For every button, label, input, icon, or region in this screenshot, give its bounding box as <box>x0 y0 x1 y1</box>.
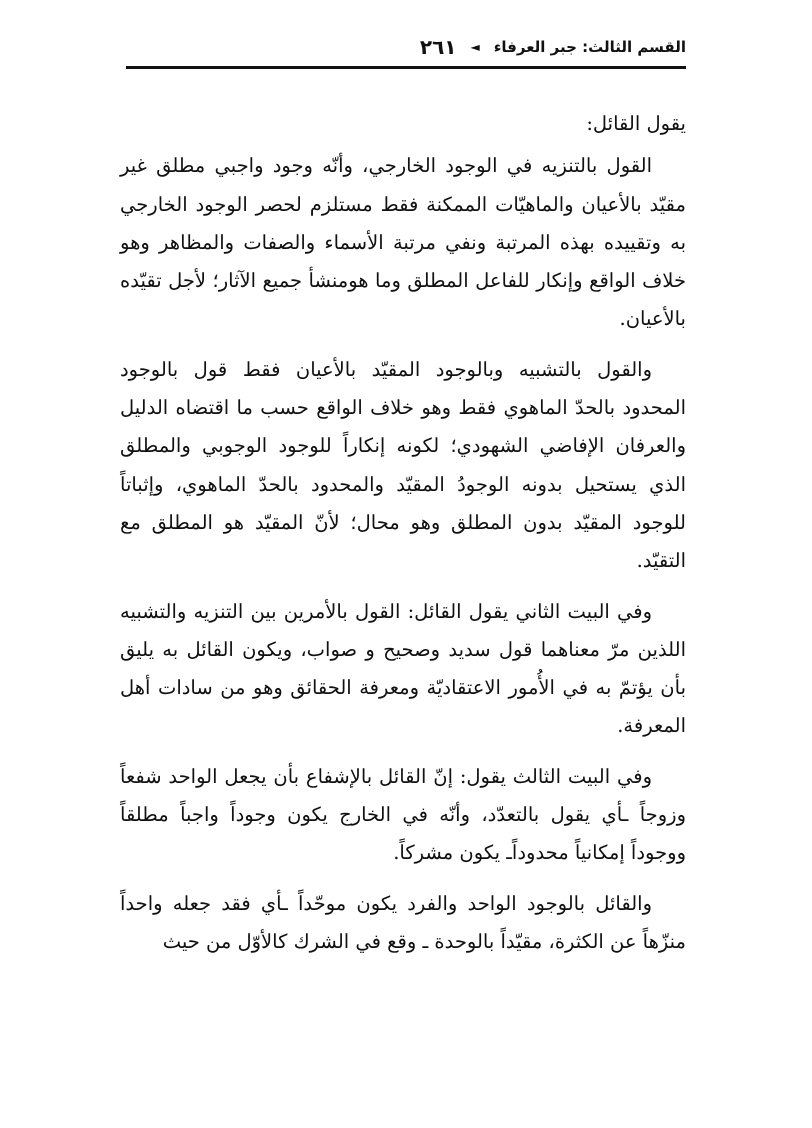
paragraph-intro: يقول القائل: <box>586 112 686 135</box>
paragraph: وفي البيت الثالث يقول: إنّ القائل بالإشفاع بأن يجعل الواحد شفعاً وزوجاً ـأي يقول بالتعدّد، وأنّه في الخارج يكون وجوداً واجباً مطلقاً ووجوداً إمكانياً محدوداًـ يكون مشركاً. <box>120 764 686 865</box>
paragraph: وفي البيت الثاني يقول القائل: القول بالأمرين بين التنزيه والتشبيه اللذين مرّ معناهما قول سديد وصحيح و صواب، ويكون القائل به يليق بأن يؤتمّ به في الأُمور الاعتقاديّة ومعرفة الحقائق وهو من سادات أهل المعرفة. <box>120 599 686 738</box>
paragraph: القول بالتنزيه في الوجود الخارجي، وأنّه وجود واجبي مطلق غير مقيّد بالأعيان والماهيّات الممكنة فقط مستلزم لحصر الوجود الخارجي به وتقييده بهذه المرتبة ونفي مرتبة الأسماء والصفات والمظاهر وهو خلاف الواقع وإنكار للفاعل المطلق وما هومنشأ جميع الآثار؛ لأجل تقيّده بالأعيان. <box>120 154 686 331</box>
running-header <box>126 30 686 64</box>
paragraph: والقائل بالوجود الواحد والفرد يكون موحّداً ـأي فقد جعله واحداً منزّهاً عن الكثرة، مقيّداً بالوحدة ـ وقع في الشرك كالأوّل من حيث <box>120 891 686 953</box>
section-title: القسم الثالث: جبر العرفاء <box>493 38 686 56</box>
triangle-pointer-icon: ◄ <box>470 40 480 54</box>
page-number: ٢٦١ <box>419 35 457 59</box>
page-body <box>120 105 686 973</box>
paragraph: والقول بالتشبيه وبالوجود المقيّد بالأعيان فقط قول بالوجود المحدود بالحدّ الماهوي فقط وهو خلاف الواقع حسب ما اقتضاه الدليل والعرفان الإفاضي الشهودي؛ لكونه إنكاراً للوجود الوجوبي والمطلق الذي يستحيل بدونه الوجودُ المقيّد والمحدود بالحدّ الماهوي، وإثباتاً للوجود المقيّد بدون المطلق وهو محال؛ لأنّ المقيّد هو المطلق مع التقيّد. <box>120 357 686 573</box>
header-divider <box>126 66 686 69</box>
